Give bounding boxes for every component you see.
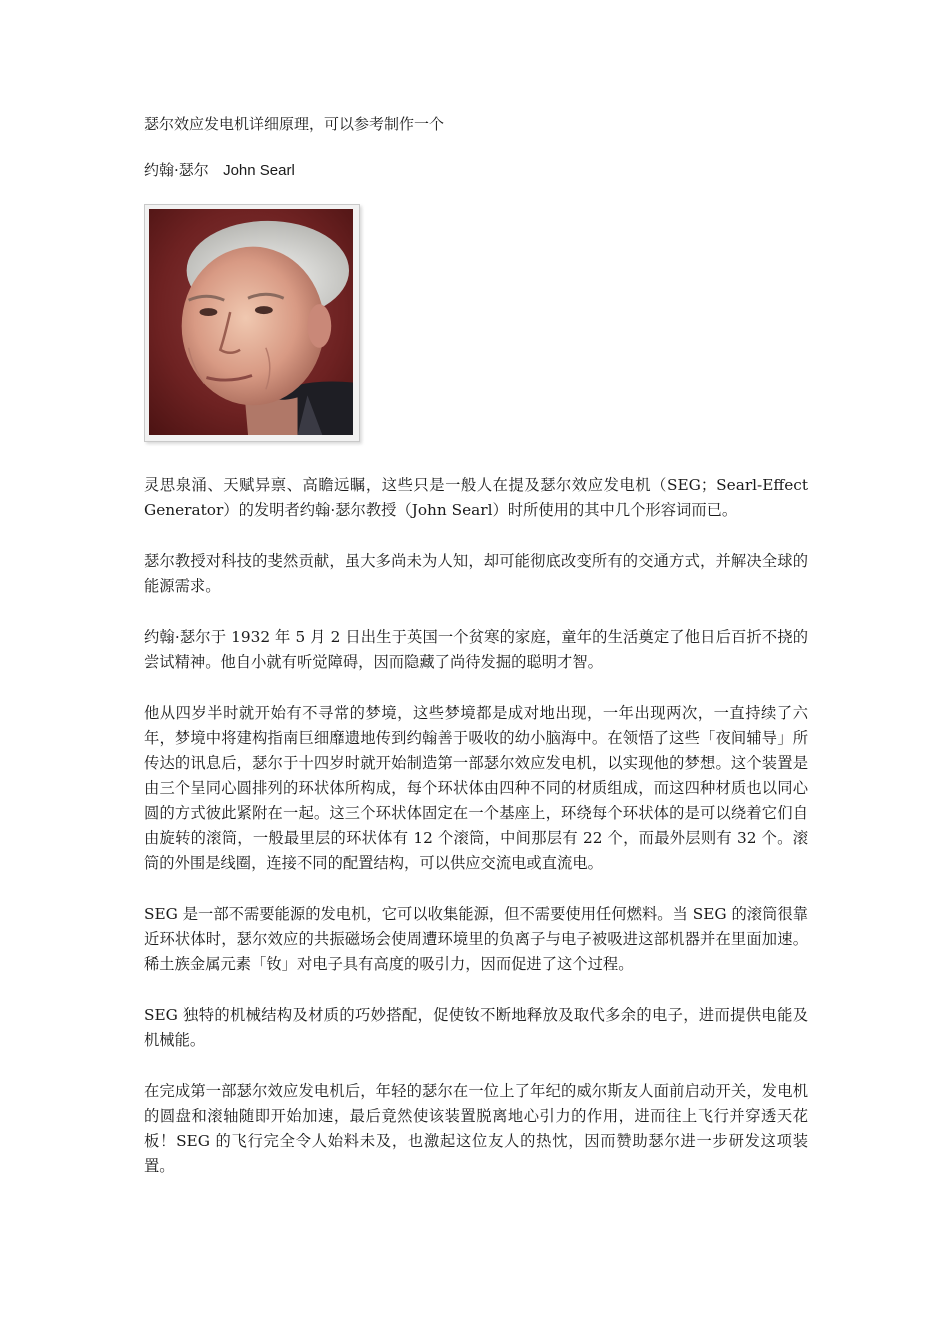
document-page bbox=[144, 112, 808, 1205]
author-name-english: John Searl bbox=[223, 162, 295, 179]
document-title: 瑟尔效应发电机详细原理，可以参考制作一个 bbox=[144, 115, 445, 133]
paragraph-1: 灵思泉涌、天赋异禀、高瞻远瞩，这些只是一般人在提及瑟尔效应发电机（SEG；Searl-Effect Generator）的发明者约翰·瑟尔教授（John Searl）时所使用的其中几个形容词而已。 bbox=[144, 476, 808, 519]
author-name-chinese: 约翰·瑟尔 bbox=[144, 161, 209, 179]
paragraph-6: SEG 独特的机械结构及材质的巧妙搭配，促使钕不断地释放及取代多余的电子，进而提供电能及机械能。 bbox=[144, 1006, 808, 1049]
paragraph-3: 约翰·瑟尔于 1932 年 5 月 2 日出生于英国一个贫寒的家庭，童年的生活奠定了他日后百折不挠的尝试精神。他自小就有听觉障碍，因而隐藏了尚待发掘的聪明才智。 bbox=[144, 628, 808, 671]
paragraph-7: 在完成第一部瑟尔效应发电机后，年轻的瑟尔在一位上了年纪的威尔斯友人面前启动开关，发电机的圆盘和滚轴随即开始加速，最后竟然使该装置脱离地心引力的作用，进而往上飞行并穿透天花板！SEG 的飞行完全令人始料未及，也激起这位友人的热忱，因而赞助瑟尔进一步研发这项装置。 bbox=[144, 1082, 808, 1175]
portrait-photo-frame bbox=[144, 204, 360, 442]
paragraph-2: 瑟尔教授对科技的斐然贡献，虽大多尚未为人知，却可能彻底改变所有的交通方式，并解决全球的能源需求。 bbox=[144, 552, 808, 595]
author-name bbox=[144, 158, 808, 183]
paragraph-5: SEG 是一部不需要能源的发电机，它可以收集能源，但不需要使用任何燃料。当 SEG 的滚筒很靠近环状体时，瑟尔效应的共振磁场会使周遭环境里的负离子与电子被吸进这部机器并在里面加速。稀土族金属元素「钕」对电子具有高度的吸引力，因而促进了这个过程。 bbox=[144, 905, 808, 973]
portrait-photo bbox=[149, 209, 353, 435]
paragraph-4: 他从四岁半时就开始有不寻常的梦境，这些梦境都是成对地出现，一年出现两次，一直持续了六年，梦境中将建构指南巨细靡遗地传到约翰善于吸收的幼小脑海中。在领悟了这些「夜间辅导」所传达的讯息后，瑟尔于十四岁时就开始制造第一部瑟尔效应发电机，以实现他的梦想。这个装置是由三个呈同心圆排列的环状体所构成，每个环状体由四种不同的材质组成，而这四种材质也以同心圆的方式彼此紧附在一起。这三个环状体固定在一个基座上，环绕每个环状体的是可以绕着它们自由旋转的滚筒，一般最里层的环状体有 12 个滚筒，中间那层有 22 个，而最外层则有 32 个。滚筒的外围是线圈，连接不同的配置结构，可以供应交流电或直流电。 bbox=[144, 704, 808, 872]
